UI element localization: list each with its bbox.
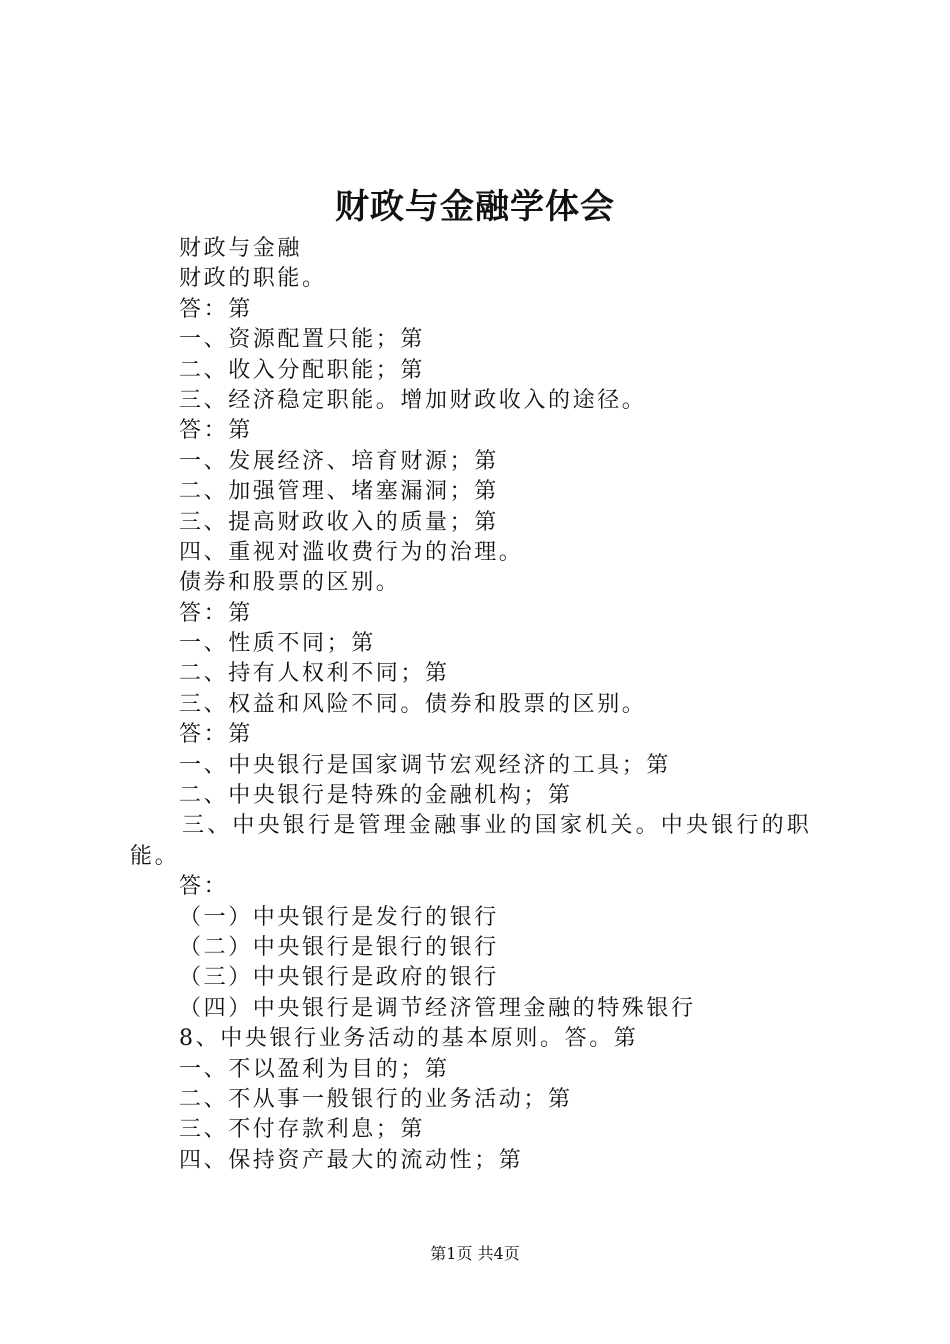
text-line: 答：第 [179,722,253,748]
text-line: 四、保持资产最大的流动性；第 [179,1147,524,1173]
text-line: 四、重视对滥收费行为的治理。 [179,539,524,565]
text-line: 二、中央银行是特殊的金融机构；第 [179,783,573,809]
text-line: （一）中央银行是发行的银行 [179,904,499,930]
text-line: 三、不付存款利息；第 [179,1117,426,1143]
text-line: 一、性质不同；第 [179,631,376,657]
text-line: 财政与金融 [179,236,303,261]
text-line: 一、中央银行是国家调节宏观经济的工具；第 [179,752,672,778]
text-line: 二、持有人权利不同；第 [179,661,450,687]
text-line: 答：第 [179,600,253,626]
text-line: 答：第 [179,418,253,444]
text-line: 一、不以盈利为目的；第 [179,1056,450,1082]
text-line: 三、提高财政收入的质量；第 [179,509,499,535]
text-line: 三、中央银行是管理金融事业的国家机关。中央银行的职 [182,813,813,839]
document-body [130,234,840,1176]
text-line: 财政的职能。 [179,266,327,292]
text-line: 一、发展经济、培育财源；第 [179,448,499,474]
text-line: 债券和股票的区别。 [179,570,401,596]
text-line: （三）中央银行是政府的银行 [179,965,499,991]
text-line: （二）中央银行是银行的银行 [179,934,499,960]
text-line: 8、中央银行业务活动的基本原则。答。第 [179,1026,639,1052]
text-line: 二、不从事一般银行的业务活动；第 [179,1086,573,1112]
text-line: 答：第 [179,296,253,322]
text-line: （四）中央银行是调节经济管理金融的特殊银行 [179,995,696,1021]
page-footer: 第1页 共4页 [430,1244,520,1263]
document-title: 财政与金融学体会 [335,187,615,227]
text-line: 答： [179,874,229,900]
text-line: 二、收入分配职能；第 [179,357,426,383]
text-line: 三、权益和风险不同。债券和股票的区别。 [179,691,647,717]
text-line: 三、经济稳定职能。增加财政收入的途径。 [179,387,647,413]
text-line: 一、资源配置只能；第 [179,327,426,353]
text-line: 能。 [130,843,180,869]
text-line: 二、加强管理、堵塞漏洞；第 [179,479,499,505]
